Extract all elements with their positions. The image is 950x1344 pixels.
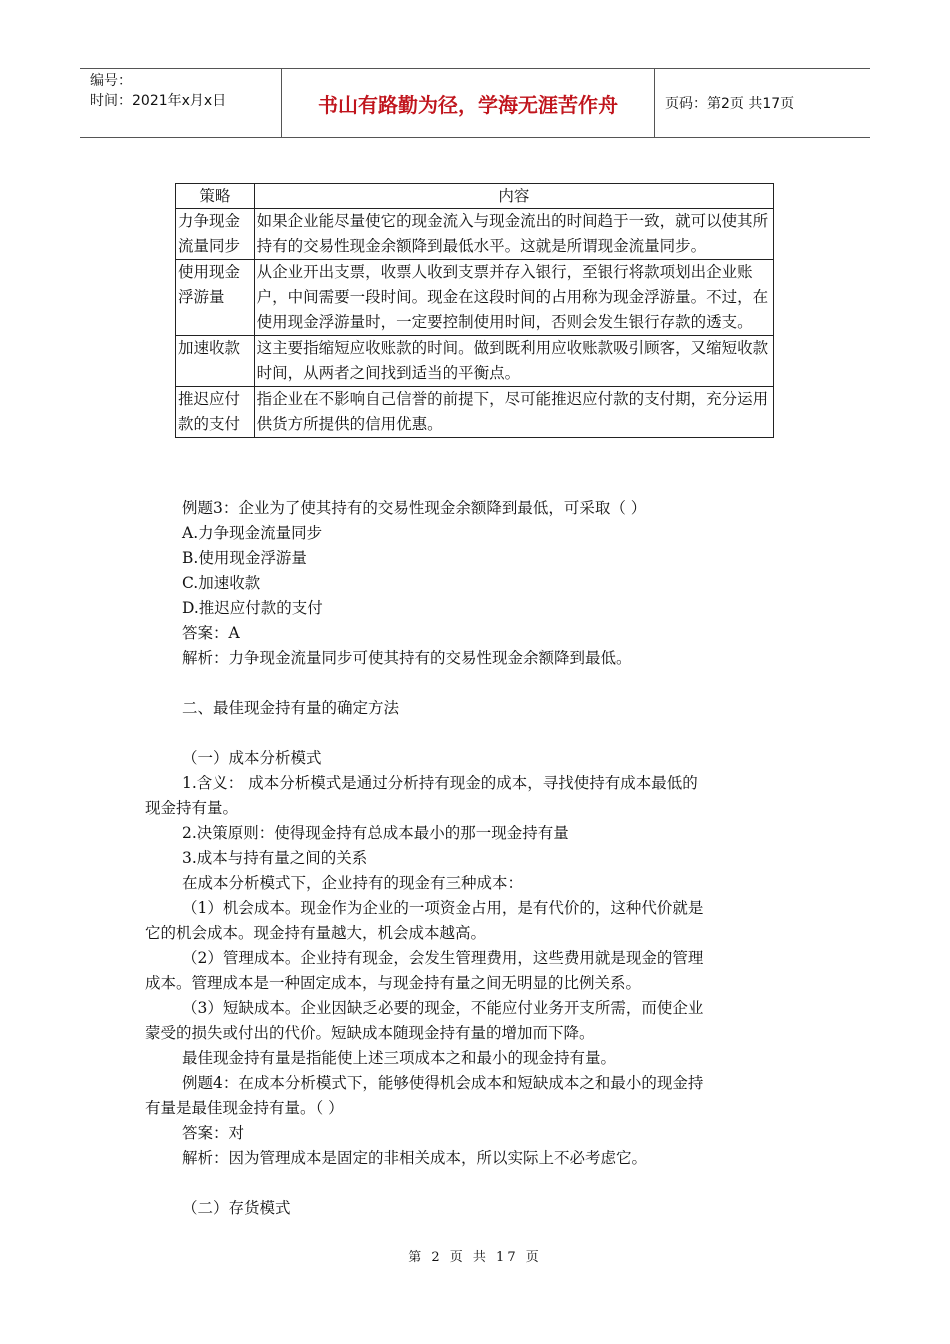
option-a: A.力争现金流量同步: [182, 524, 323, 542]
answer-4: 答案：对: [182, 1124, 245, 1142]
paragraph-management-line1: （2）管理成本。企业持有现金，会发生管理费用，这些费用就是现金的管理: [182, 949, 704, 967]
paragraph-definition-line1: 1.含义： 成本分析模式是通过分析持有现金的成本，寻找使持有成本最低的: [182, 774, 698, 792]
explanation-3: 解析：力争现金流量同步可使其持有的交易性现金余额降到最低。: [182, 649, 632, 667]
paragraph-relation: 3.成本与持有量之间的关系: [182, 849, 368, 867]
subsection-cost-model: （一）成本分析模式: [182, 749, 322, 767]
section-heading-2: 二、最佳现金持有量的确定方法: [182, 699, 400, 717]
spacer: [145, 721, 810, 746]
table-row: [176, 209, 774, 260]
spacer: [145, 671, 810, 696]
table-cell-strategy: 使用现金浮游量: [176, 260, 255, 336]
paragraph-three-costs: 在成本分析模式下，企业持有的现金有三种成本：: [182, 874, 524, 892]
subsection-inventory-model: （二）存货模式: [182, 1199, 291, 1217]
spacer: [145, 1171, 810, 1196]
header-meta: [80, 69, 282, 137]
example-4-line1: 例题4：在成本分析模式下，能够使得机会成本和短缺成本之和最小的现金持: [182, 1074, 704, 1092]
table-row: [176, 387, 774, 438]
option-d: D.推迟应付款的支付: [182, 599, 323, 617]
example-3-question: 例题3：企业为了使其持有的交易性现金余额降到最低，可采取（ ）: [182, 499, 647, 517]
option-b: B.使用现金浮游量: [182, 549, 307, 567]
table-row: [176, 336, 774, 387]
paragraph-optimal: 最佳现金持有量是指能使上述三项成本之和最小的现金持有量。: [182, 1049, 617, 1067]
paragraph-opportunity-line2: 它的机会成本。现金持有量越大，机会成本越高。: [145, 924, 487, 942]
paragraph-management-line2: 成本。管理成本是一种固定成本，与现金持有量之间无明显的比例关系。: [145, 974, 642, 992]
page-header: [80, 68, 870, 138]
answer-3: 答案：A: [182, 624, 240, 642]
table-header-row: [176, 184, 774, 209]
header-page-label: 页码：第2页 共17页: [665, 96, 795, 112]
option-c: C.加速收款: [182, 574, 261, 592]
paragraph-shortage-line1: （3）短缺成本。企业因缺乏必要的现金，不能应付业务开支所需，而使企业: [182, 999, 704, 1017]
paragraph-decision-rule: 2.决策原则：使得现金持有总成本最小的那一现金持有量: [182, 824, 569, 842]
document-body: [145, 496, 810, 1221]
table-cell-strategy: 力争现金流量同步: [176, 209, 255, 260]
header-motto: 书山有路勤为径，学海无涯苦作舟: [282, 69, 655, 137]
code-label: 编号：: [90, 73, 132, 89]
example-4-line2: 有量是最佳现金持有量。（ ）: [145, 1099, 344, 1117]
table-cell-content: 这主要指缩短应收账款的时间。做到既利用应收账款吸引顾客，又缩短收款时间，从两者之间找到适当的平衡点。: [254, 336, 773, 387]
paragraph-definition-line2: 现金持有量。: [145, 799, 239, 817]
explanation-4: 解析：因为管理成本是固定的非相关成本，所以实际上不必考虑它。: [182, 1149, 648, 1167]
table-cell-strategy: 加速收款: [176, 336, 255, 387]
paragraph-shortage-line2: 蒙受的损失或付出的代价。短缺成本随现金持有量的增加而下降。: [145, 1024, 595, 1042]
table-header-content: 内容: [254, 184, 773, 209]
page-footer: 第 2 页 共 17 页: [408, 1250, 542, 1265]
table-cell-content: 指企业在不影响自己信誉的前提下，尽可能推迟应付款的支付期，充分运用供货方所提供的信用优惠。: [254, 387, 773, 438]
table-header-strategy: 策略: [176, 184, 255, 209]
table-row: [176, 260, 774, 336]
table-cell-strategy: 推迟应付款的支付: [176, 387, 255, 438]
strategy-table: [175, 183, 774, 438]
table-cell-content: 从企业开出支票，收票人收到支票并存入银行，至银行将款项划出企业账户，中间需要一段时间。现金在这段时间的占用称为现金浮游量。不过，在使用现金浮游量时，一定要控制使用时间，否则会发生银行存款的透支。: [254, 260, 773, 336]
table-cell-content: 如果企业能尽量使它的现金流入与现金流出的时间趋于一致，就可以使其所持有的交易性现金余额降到最低水平。这就是所谓现金流量同步。: [254, 209, 773, 260]
time-label: 时间：2021年x月x日: [90, 93, 227, 109]
paragraph-opportunity-line1: （1）机会成本。现金作为企业的一项资金占用，是有代价的，这种代价就是: [182, 899, 704, 917]
